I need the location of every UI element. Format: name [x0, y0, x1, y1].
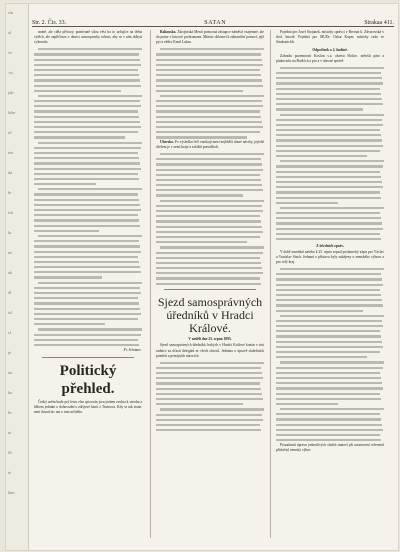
text-line	[156, 281, 264, 286]
news-text: Po výsledku řečí vznikají mezi nejbližší různé návrhy, jejichž účelem je v zemi kraje a zvláště pravidlech.	[156, 139, 264, 150]
margin-fragment: jak-	[8, 90, 15, 95]
news-text: Zkrojinská Menti pomocná zástupce náměstí vzajemné, ale do pome v krizové prohromaen. Mínistr ohlumví k zahraniční pomocí, jejž pyt a vědec Karel Lukas.	[156, 30, 264, 45]
margin-fragment: isl	[8, 310, 12, 315]
article-paragraph: Český sněm bude prý letos vlez spisován jsou jeátem zvolna k sezohu a během jednáni o dohovudní o zářijové šanci z Trutnova. Kdy se tak stane, není dosud nic ani o tom určitého.	[34, 399, 142, 415]
section-heading: Odpočinek o 2. hodině.	[312, 47, 348, 52]
body-text-block	[156, 360, 264, 433]
article-signature: Fr. Schmarc.	[123, 348, 142, 353]
section-heading: Z úředních zpráv.	[316, 243, 344, 248]
article-headline: Sjezd samosprávných úředníků v Hradci Králové.	[157, 295, 263, 336]
margin-fragment: bc	[8, 410, 12, 415]
column-rule	[270, 30, 271, 538]
margin-fragment: dl	[8, 290, 12, 295]
margin-fragment: ie	[8, 470, 12, 475]
article-paragraph: Pojedná pro Josef Stojanek, místohy správci v Beroun k. Zdvarovská v sled. hmotě. Pojedná pro MUDr. Oskar Kuper, místohy radu ve Strakonicích.	[276, 30, 384, 45]
margin-fragment: ne	[8, 250, 12, 255]
news-item	[156, 30, 264, 46]
column-2	[156, 30, 264, 540]
header-page: Strakaa 411.	[364, 20, 394, 26]
news-lead: Rakousko.	[160, 30, 177, 34]
margin-fragment: lobe	[8, 110, 16, 115]
margin-fragment: cl	[8, 330, 12, 335]
column-3	[276, 30, 384, 540]
margin-fragment: na	[8, 370, 12, 375]
news-lead: Uhersko.	[160, 139, 174, 144]
text-line	[156, 135, 264, 140]
margin-fragment: ře	[8, 190, 12, 195]
margin-fragment: ol	[8, 30, 12, 35]
article-paragraph: Prozatimní úpravu jednotlivých služeb stanoví při ustanovení referentů příslušný zemský výbor.	[276, 442, 384, 452]
body-text-block	[156, 151, 264, 286]
margin-fragment: ieu	[8, 150, 14, 155]
body-text-block	[276, 65, 384, 241]
margin-fragment: je	[8, 350, 12, 355]
text-line	[276, 236, 384, 241]
margin-fragment: da	[8, 170, 12, 175]
column-rule	[150, 30, 151, 538]
header-title: SATAN	[204, 20, 227, 26]
newspaper-page	[6, 4, 398, 550]
body-text-block	[156, 47, 264, 140]
previous-page-edge	[6, 4, 29, 550]
article-paragraph: Sjezd samosprávných úředníků českých v Hradci Králové konán v síni radnice za účasti delegátů ze všech okresů. Jednáno o úpravě služebních poměrů a pensijních nárocích.	[156, 343, 264, 358]
divider	[164, 289, 256, 290]
article-paragraph: nomě, ale ctěla přívozy, pomívaně silou věst ba to určujíce na třeba výtěch, ale zapřičinou v ohnici samospravhy tohoto, aby se s ním dobyti vykonalo.	[34, 30, 142, 45]
article-paragraph: Zahradu pozemnosti Kosčan s.a. okresu Holice, městští páni a plukovníci na Budcích a pro a v obecné správě.	[276, 53, 384, 64]
news-item	[156, 140, 264, 150]
column-1	[34, 30, 142, 540]
section-title-political-overview: Politický přehled.	[59, 362, 117, 397]
margin-fragment: to	[8, 430, 12, 435]
margin-fragment: ve	[8, 50, 12, 55]
text-line	[276, 438, 384, 443]
text-line	[34, 342, 142, 347]
margin-fragment: kim	[8, 490, 15, 495]
article-paragraph: V době zasedání našeho k 25. srpnu sepsal poslanecký zápis pro Václav a Vratislav Stach. Jednaní o přístavu byly zahájeny u zemského výboru a pro celý kraj.	[276, 249, 384, 265]
margin-fragment: ich	[8, 210, 14, 215]
margin-fragment: fli	[8, 450, 12, 455]
header-issue: Str. 2. Čis. 33.	[32, 20, 67, 26]
article-dateline: V neděli dne 25. srpna 1893.	[188, 337, 232, 342]
body-text-block	[276, 266, 384, 442]
text-line	[156, 428, 264, 433]
divider	[42, 357, 134, 358]
page-header	[32, 14, 394, 27]
margin-fragment: -iu	[8, 70, 13, 75]
margin-fragment: lu	[8, 230, 12, 235]
margin-fragment: ak	[8, 270, 12, 275]
body-text-block	[34, 47, 142, 348]
margin-fragment: ka	[8, 390, 12, 395]
margin-fragment: ctn	[8, 10, 14, 15]
margin-fragment: rd	[8, 130, 12, 135]
